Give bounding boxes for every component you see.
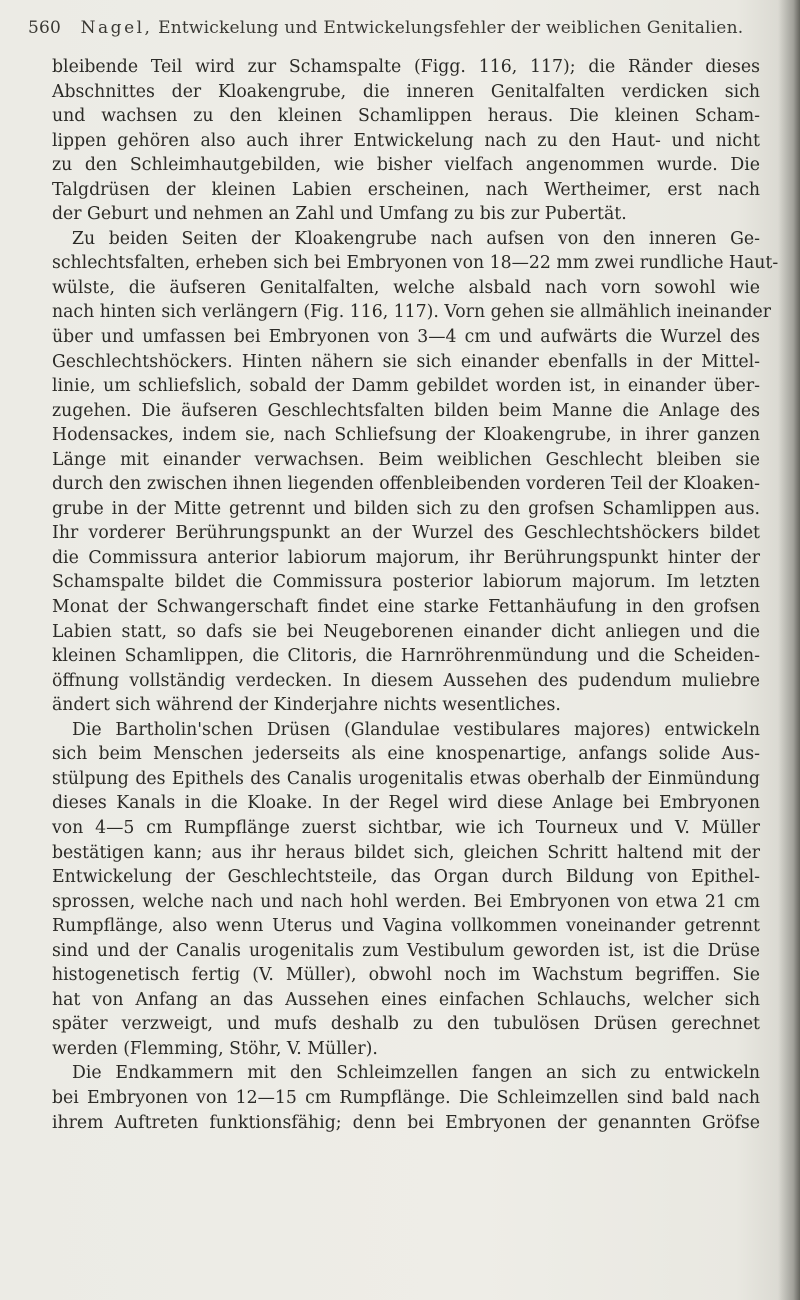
text-line: stülpung des Epithels des Canalis urogenitalis etwas oberhalb der Einmündung	[52, 768, 760, 789]
text-line: Entwickelung der Geschlechtsteile, das Organ durch Bildung von Epithel-	[52, 867, 760, 888]
text-line: Monat der Schwangerschaft findet eine starke Fettanhäufung in den grofsen	[52, 597, 760, 618]
text-line: lippen gehören also auch ihrer Entwickelung nach zu den Haut- und nicht	[52, 130, 760, 151]
header-title: Entwickelung und Entwickelungsfehler der weiblichen Genitalien.	[158, 18, 744, 38]
text-line: sprossen, welche nach und nach hohl werden. Bei Embryonen von etwa 21 cm	[52, 891, 760, 912]
text-line: Schamspalte bildet die Commissura posterior labiorum majorum. Im letzten	[52, 572, 760, 593]
text-line: bleibende Teil wird zur Schamspalte (Figg. 116, 117); die Ränder dieses	[52, 57, 760, 77]
text-line: hat von Anfang an das Aussehen eines einfachen Schlauchs, welcher sich	[52, 989, 760, 1010]
text-line: sind und der Canalis urogenitalis zum Vestibulum geworden ist, ist die Drüse	[52, 940, 760, 961]
text-line: Die Bartholin'schen Drüsen (Glandulae vestibulares majores) entwickeln	[72, 719, 760, 740]
text-line: Rumpflänge, also wenn Uterus und Vagina vollkommen voneinander getrennt	[52, 916, 760, 937]
text-line: öffnung vollständig verdecken. In diesem Aussehen des pudendum muliebre	[52, 670, 760, 691]
text-line: über und umfassen bei Embryonen von 3—4 cm und aufwärts die Wurzel des	[52, 327, 760, 348]
text-line: grube in der Mitte getrennt und bilden sich zu den grofsen Schamlippen aus.	[52, 498, 760, 519]
text-line: Länge mit einander verwachsen. Beim weiblichen Geschlecht bleiben sie	[52, 449, 760, 470]
text-line: Die Endkammern mit den Schleimzellen fangen an sich zu entwickeln	[72, 1063, 760, 1084]
text-line: bestätigen kann; aus ihr heraus bildet sich, gleichen Schritt haltend mit der	[52, 842, 760, 863]
text-line: und wachsen zu den kleinen Schamlippen heraus. Die kleinen Scham-	[52, 106, 760, 127]
page-edge-shadow	[778, 0, 800, 1300]
text-line: Labien statt, so dafs sie bei Neugeborenen einander dicht anliegen und die	[52, 621, 760, 642]
text-line: linie, um schliefslich, sobald der Damm gebildet worden ist, in einander über-	[52, 376, 760, 397]
text-line: ihrem Auftreten funktionsfähig; denn bei Embryonen der genannten Gröfse	[52, 1112, 760, 1133]
text-line: der Geburt und nehmen an Zahl und Umfang zu bis zur Pubertät.	[52, 204, 627, 225]
text-line: durch den zwischen ihnen liegenden offenbleibenden vorderen Teil der Kloaken-	[52, 474, 760, 495]
text-line: kleinen Schamlippen, die Clitoris, die Harnröhrenmündung und die Scheiden-	[52, 646, 760, 667]
header-author: Nagel,	[80, 18, 153, 38]
text-line: wülste, die äufseren Genitalfalten, welche alsbald nach vorn sowohl wie	[52, 277, 760, 298]
body-text	[52, 55, 779, 1135]
text-line: Geschlechtshöckers. Hinten nähern sie sich einander ebenfalls in der Mittel-	[52, 351, 760, 372]
text-line: nach hinten sich verlängern (Fig. 116, 117). Vorn gehen sie allmählich ineinander	[52, 302, 772, 323]
text-line: Ihr vorderer Berührungspunkt an der Wurzel des Geschlechtshöckers bildet	[52, 523, 760, 544]
text-line: schlechtsfalten, erheben sich bei Embryonen von 18—22 mm zwei rundliche Haut-	[52, 253, 779, 274]
text-line: Hodensackes, indem sie, nach Schliefsung der Kloakengrube, in ihrer ganzen	[52, 425, 760, 446]
text-line: dieses Kanals in die Kloake. In der Regel wird diese Anlage bei Embryonen	[52, 793, 760, 814]
text-line: werden (Flemming, Stöhr, V. Müller).	[52, 1038, 378, 1059]
text-line: später verzweigt, und mufs deshalb zu den tubulösen Drüsen gerechnet	[52, 1014, 760, 1035]
text-line: die Commissura anterior labiorum majorum, ihr Berührungspunkt hinter der	[52, 547, 760, 568]
text-line: zugehen. Die äufseren Geschlechtsfalten bilden beim Manne die Anlage des	[52, 400, 760, 421]
text-line: bei Embryonen von 12—15 cm Rumpflänge. Die Schleimzellen sind bald nach	[52, 1087, 760, 1108]
text-line: Zu beiden Seiten der Kloakengrube nach aufsen von den inneren Ge-	[72, 228, 760, 249]
text-line: Abschnittes der Kloakengrube, die inneren Genitalfalten verdicken sich	[52, 81, 760, 102]
running-header	[28, 18, 768, 38]
text-line: Talgdrüsen der kleinen Labien erscheinen, nach Wertheimer, erst nach	[52, 179, 760, 200]
text-line: von 4—5 cm Rumpflänge zuerst sichtbar, wie ich Tourneux und V. Müller	[52, 817, 760, 838]
page-number: 560	[28, 18, 62, 38]
text-line: ändert sich während der Kinderjahre nichts wesentliches.	[52, 695, 561, 716]
text-line: zu den Schleimhautgebilden, wie bisher vielfach angenommen wurde. Die	[52, 155, 760, 176]
text-line: histogenetisch fertig (V. Müller), obwohl noch im Wachstum begriffen. Sie	[52, 965, 760, 986]
text-line: sich beim Menschen jederseits als eine knospenartige, anfangs solide Aus-	[52, 744, 760, 765]
